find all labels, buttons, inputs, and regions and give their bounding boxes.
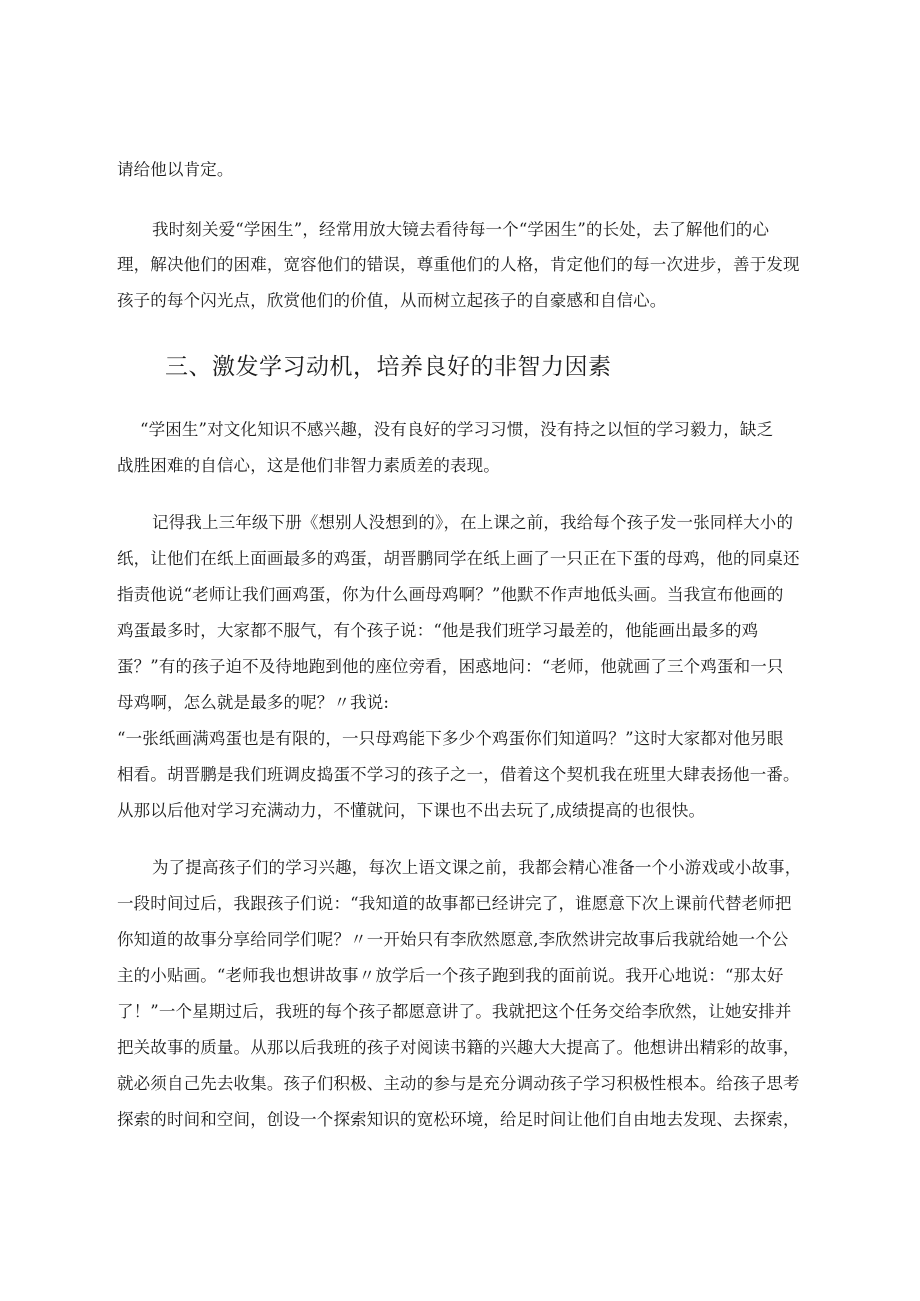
- paragraph-line: 把关故事的质量。从那以后我班的孩子对阅读书籍的兴趣大大提高了。他想讲出精彩的故事，: [117, 1038, 800, 1057]
- paragraph-line: 从那以后他对学习充满动力，不懂就问，下课也不出去玩了,成绩提高的也很快。: [117, 801, 706, 820]
- paragraph-line: 母鸡啊，怎么就是最多的呢？〃我说:: [117, 693, 390, 712]
- paragraph-line: “一张纸画满鸡蛋也是有限的，一只母鸡能下多少个鸡蛋你们知道吗？”这时大家都对他另眼: [117, 729, 784, 748]
- paragraph-line: 主的小贴画。“老师我也想讲故事〃放学后一个孩子跑到我的面前说。我开心地说：“那太好: [117, 966, 784, 985]
- paragraph-line: 为了提高孩子们的学习兴趣，每次上语文课之前，我都会精心准备一个小游戏或小故事，: [152, 858, 802, 877]
- paragraph-line: 你知道的故事分享给同学们呢？〃一开始只有李欣然愿意,李欣然讲完故事后我就给她一个公: [117, 930, 789, 949]
- paragraph-line: 战胜困难的自信心，这是他们非智力素质差的表现。: [117, 456, 500, 475]
- paragraph-line: 理，解决他们的困难，宽容他们的错误，尊重他们的人格，肯定他们的每一次进步，善于发现: [117, 255, 800, 274]
- paragraph-line: 孩子的每个闪光点，欣赏他们的价值，从而树立起孩子的自豪感和自信心。: [117, 291, 667, 310]
- paragraph-line: 请给他以肯定。: [117, 160, 234, 179]
- paragraph-line: 记得我上三年级下册《想别人没想到的》，在上课之前，我给每个孩子发一张同样大小的: [152, 513, 794, 532]
- section-heading: 三、激发学习动机，培养良好的非智力因素: [165, 354, 612, 380]
- paragraph-line: “学困生”对文化知识不感兴趣，没有良好的学习习惯，没有持之以恒的学习毅力，缺乏: [140, 420, 774, 439]
- paragraph-line: 蛋？”有的孩子迫不及待地跑到他的座位旁看，困惑地问：“老师，他就画了三个鸡蛋和一只: [117, 657, 784, 676]
- paragraph-line: 一段时间过后，我跟孩子们说：“我知道的故事都已经讲完了，谁愿意下次上课前代替老师把: [117, 894, 792, 913]
- paragraph-line: 就必须自己先去收集。孩子们积极、主动的参与是充分调动孩子学习积极性根本。给孩子思考: [117, 1074, 800, 1093]
- paragraph-line: 纸，让他们在纸上面画最多的鸡蛋，胡晋鹏同学在纸上画了一只正在下蛋的母鸡，他的同桌还: [117, 549, 800, 568]
- paragraph-line: 相看。胡晋鹏是我们班调皮捣蛋不学习的孩子之一，借着这个契机我在班里大肆表扬他一番。: [117, 765, 800, 784]
- paragraph-line: 探索的时间和空间，创设一个探索知识的宽松环境，给足时间让他们自由地去发现、去探索，: [117, 1110, 800, 1129]
- paragraph-line: 我时刻关爱“学困生”，经常用放大镜去看待每一个“学困生”的长处，去了解他们的心: [152, 220, 770, 239]
- paragraph-line: 指责他说“老师让我们画鸡蛋，你为什么画母鸡啊？”他默不作声地低头画。当我宣布他画的: [117, 585, 784, 604]
- paragraph-line: 鸡蛋最多时，大家都不服气，有个孩子说：“他是我们班学习最差的，他能画出最多的鸡: [117, 621, 759, 640]
- paragraph-line: 了！”一个星期过后，我班的每个孩子都愿意讲了。我就把这个任务交给李欣然，让她安排并: [117, 1002, 792, 1021]
